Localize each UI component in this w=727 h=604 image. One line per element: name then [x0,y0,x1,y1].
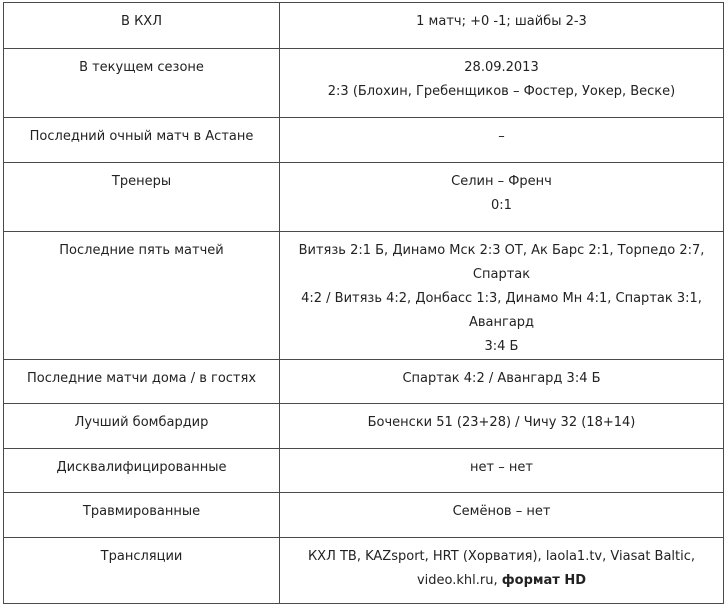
value-line: 2:3 (Блохин, Гребенщиков – Фостер, Уокер, Веске) [327,84,676,99]
row-value [280,404,724,449]
value-line: 0:1 [491,198,512,213]
value-text: video.khl.ru, [416,573,502,588]
table-row [4,538,724,604]
table-row [4,118,724,163]
hd-format-text: формат HD [501,573,587,588]
table-row [4,493,724,538]
row-label: Тренеры [4,163,280,232]
row-value [280,49,724,118]
value-line: Боченски 51 (23+28) / Чичу 32 (18+14) [367,415,636,430]
table-row [4,360,724,404]
table-row [4,163,724,232]
row-value [280,232,724,360]
value-line: КХЛ ТВ, KAZsport, HRT (Хорватия), laola1.tv, Viasat Baltic, [307,549,696,564]
value-line: Семёнов – нет [452,504,551,519]
row-value [280,493,724,538]
value-line: 4:2 / Витязь 4:2, Донбасс 1:3, Динамо Мн 4:1, Спартак 3:1, Авангард [301,291,702,330]
value-line: 1 матч; +0 -1; шайбы 2-3 [416,14,587,29]
value-line: Спартак 4:2 / Авангард 3:4 Б [402,371,601,386]
row-label: Дисквалифицированные [4,449,280,493]
table-row [4,49,724,118]
value-line: Селин – Френч [451,174,552,189]
row-label: Последние пять матчей [4,232,280,360]
row-value [280,360,724,404]
value-line: – [498,129,505,144]
table-row [4,232,724,360]
row-value [280,3,724,49]
row-value [280,449,724,493]
table-row [4,3,724,49]
row-value [280,538,724,604]
value-line: 28.09.2013 [464,60,539,75]
value-line: 3:4 Б [484,339,519,354]
table-row [4,449,724,493]
row-label: Лучший бомбардир [4,404,280,449]
row-label: Трансляции [4,538,280,604]
table-row [4,404,724,449]
value-line: нет – нет [470,460,533,475]
row-label: Последний очный матч в Астане [4,118,280,163]
row-label: В КХЛ [4,3,280,49]
row-value [280,163,724,232]
row-label: Последние матчи дома / в гостях [4,360,280,404]
row-label: В текущем сезоне [4,49,280,118]
row-value [280,118,724,163]
value-line: Витязь 2:1 Б, Динамо Мск 2:3 ОТ, Ак Барс 2:1, Торпедо 2:7, Спартак [298,243,705,282]
match-info-table [3,2,724,604]
row-label: Травмированные [4,493,280,538]
